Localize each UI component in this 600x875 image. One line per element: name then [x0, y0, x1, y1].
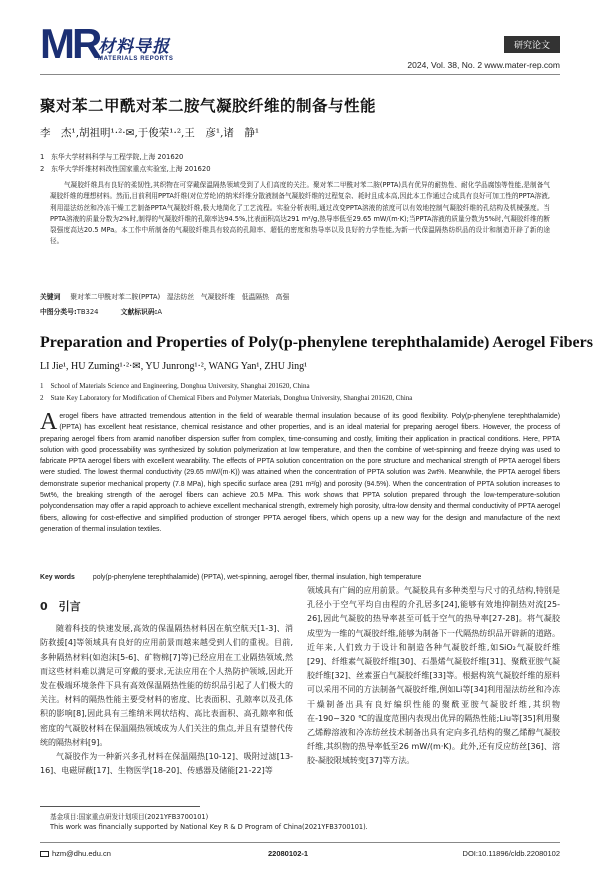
en-affiliation-2: 2 State Key Laboratory for Modification of Chemical Fibers and Polymer Materials, Donghua University, Shanghai 201620, China	[40, 394, 413, 402]
footnote-fund-cn: 基金项目:国家重点研发计划项目(2021YFB3700101)	[50, 813, 209, 821]
footnote-fund-en: This work was financially supported by National Key R & D Program of China(2021YFB3700101).	[50, 823, 368, 831]
section-heading: 0 引言	[40, 600, 81, 613]
en-affiliation-1: 1 School of Materials Science and Engineering, Donghua University, Shanghai 201620, China	[40, 382, 310, 390]
en-title: Preparation and Properties of Poly(p-phenylene terephthalamide) Aerogel Fibers	[40, 334, 593, 351]
mail-icon	[40, 851, 49, 857]
footer-email-text[interactable]: hzm@dhu.edu.cn	[52, 849, 111, 858]
cn-classification	[40, 306, 162, 316]
en-keywords	[40, 574, 421, 581]
cn-doc-value: A	[157, 308, 163, 316]
body-paragraph: 随着科技的快速发展,高效的保温隔热材料因在航空航天[1-3]、消防救援[4]等领域具有良好的应用前景而越来越受到人们的重视。目前,多种隔热材料(如泡沫[5-6]、矿物棉[7]等)已经应用在工业隔热领域,然而这些材料难以满足可穿戴的要求,无法应用在个人热防护领域,因此开发在极端环境条件下具有高效保温隔热性能的纺织品引起了人们极大的关注。材料的隔热性能主要受材料的密度、比表面积、孔隙率以及孔体积的影响[8],因此具有三维纳米网状结构、高比表面积、高孔隙率和低密度的气凝胶材料在保温隔热领域成为人们关注的焦点,并且有望替代传统的隔热材料[9]。	[40, 624, 293, 747]
en-keywords-label: Key words	[40, 574, 75, 581]
cn-class-value: TB324	[76, 308, 99, 316]
cn-keywords	[40, 291, 289, 301]
en-authors: LI Jie¹, HU Zuming¹·²·✉, YU Junrong¹·², WANG Yan¹, ZHU Jing¹	[40, 361, 308, 372]
journal-logo-mark: MR	[40, 20, 100, 67]
cn-class-label: 中图分类号:	[40, 308, 77, 316]
cn-affiliation-1: 1 东华大学材料科学与工程学院,上海 201620	[40, 153, 184, 161]
footnote-divider	[40, 806, 200, 807]
cn-keywords-label: 关键词	[40, 293, 61, 301]
en-keywords-text: poly(p-phenylene terephthalamide) (PPTA), wet-spinning, aerogel fiber, thermal insulation, high temperature	[92, 574, 422, 581]
cn-title: 聚对苯二甲酰对苯二胺气凝胶纤维的制备与性能	[40, 97, 377, 115]
journal-header	[40, 22, 560, 72]
cn-abstract: 气凝胶纤维具有良好的柔韧性,其织物在可穿戴保温隔热领域受到了人们高度的关注。聚对苯二甲酰对苯二胺(PPTA)具有优异的耐热性、耐化学品腐蚀等性能,是制备气凝胶纤维的理想材料。然而,目前利用PPTA纤维(对位芳纶)的纳米纤维分散液制备气凝胶纤维的过程复杂、耗时且成本高,因此本工作通过合成具有良好可加工性的PPTA溶液,利用湿法纺丝和冷冻干燥工艺制备PPTA气凝胶纤维,极大地简化了工艺流程。实验分析表明,通过改变PPTA溶液的浓度可以有效地控制气凝胶纤维的孔结构及机械强度。当PPTA溶液的质量分数为2%时,制得的气凝胶纤维的孔隙率达94.5%,比表面积高达291 m²/g,热导率低至29.65 mW/(m·K);当PPTA溶液的质量分数为5%时,气凝胶纤维的断裂强度高达20.5 MPa。本工作中所制备的气凝胶纤维具有较高的孔隙率、超低的密度和热导率以及良好的力学性能,为新一代保温隔热纺织品的设计和制造开辟了新的途径。	[50, 181, 550, 246]
cn-affiliation-2: 2 东华大学纤维材料改性国家重点实验室,上海 201620	[40, 165, 211, 173]
journal-logo-en: MATERIALS REPORTS	[98, 56, 174, 62]
section-tag: 研究论文	[504, 36, 560, 53]
issue-info: 2024, Vol. 38, No. 2 www.mater-rep.com	[407, 60, 560, 70]
cn-keywords-text: 聚对苯二甲酰对苯二胺(PPTA) 湿法纺丝 气凝胶纤维 低温隔热 高强	[70, 293, 290, 301]
footer-divider	[40, 842, 560, 843]
journal-logo-cn: 材料导报	[98, 37, 170, 57]
en-abstract-dropcap: A	[40, 409, 58, 435]
en-abstract-text: erogel fibers have attracted tremendous attention in the field of wearable thermal insulation because of its good flexibility. Poly(p-phenylene terephthalamide) (PPTA) has excellent heat resistance, chemical resistance and other properties, and is an ideal material for preparing aerogel fibers. However, the process of preparing aerogel fibers from aramid nanofiber dispersion suffer from complex, time-consuming and costly, limiting their application in practical conditions. Here, PPTA solution with good processability was synthesized by solution polymerization at low temperature, and then the combine of wet-spinning and freeze drying was used to fabricate PPTA aerogel fibers with excellent wearability. The effects of PPTA solution concentration on the pore structure and mechanical strength of PPTA aerogel fibers were studied. The lowest thermal conductivity (29.65 mW/(m·K)) was attained when the concentration of PPTA solution was 2wt%. Meanwhile, the PPTA aerogel fibers demonstrate superior mechanical property (7.8 MPa), high specific surface area (291 m²/g) and porosity (94.5%). When the concentration of PPTA solution increases to 5wt%, the breaking strength of the aerogel fibers can achieve 20.5 MPa. This work shows that PPTA solution prepared through the low-temperature-solution polycondensation may offer a rapid approach to achieve excellent mechanical strength, extremely high porosity, ultra-low density and thermal conductivity of PPTA aerogel fibers, allowing for cost-effective and simplified production of stronger PPTA aerogel fibers, which opens up a new way for the design and manufacture of the next generation of thermal insulation textiles.	[40, 413, 560, 533]
footer-page: 22080102-1	[268, 849, 309, 858]
body-column-left	[40, 596, 293, 778]
header-divider	[40, 74, 560, 75]
en-abstract	[40, 411, 560, 535]
footer-email	[40, 849, 111, 858]
body-column-right	[307, 584, 560, 769]
footer-doi[interactable]: DOI:10.11896/cldb.22080102	[462, 849, 560, 858]
body-paragraph: 气凝胶作为一种新兴多孔材料在保温隔热[10-12]、吸附过滤[13-16]、电磁屏蔽[17]、生物医学[18-20]、传感器及储能[21-22]等	[40, 752, 293, 776]
cn-authors: 李 杰¹,胡祖明¹·²·✉,于俊荣¹·²,王 彦¹,诸 静¹	[40, 127, 260, 139]
body-paragraph: 领域具有广阔的应用前景。气凝胶具有多种类型与尺寸的孔结构,特别是孔径小于空气平均自由程的介孔居多[24],能够有效地抑制热对流[25-26],因此气凝胶的热导率甚至可低于空气的热导率[27-28]。将气凝胶成型为一维的气凝胶纤维,能够为制备下一代隔热纺织品开辟新的道路。近年来,人们致力于设计和制造各种气凝胶纤维,如SiO₂气凝胶纤维[29]、纤维素气凝胶纤维[30]、石墨烯气凝胶纤维[31]、聚酰亚胺气凝胶纤维[32]、丝素蛋白气凝胶纤维[33]等。根据构筑气凝胶纤维的原料可以采用不同的方法制备气凝胶纤维,例如Li等[34]利用湿法纺丝和冷冻干燥制备出具有良好编织性能的聚酰亚胺气凝胶纤维,其织物在-190~320 ℃的温度范围内表现出优异的隔热性能;Liu等[35]利用聚乙烯醇溶液和冷冻纺丝技术制备出具有定向多孔结构的聚乙烯醇气凝胶纤维,其织物的热导率低至26 mW/(m·K)。此外,还有反应纺丝[36]、溶胶-凝胶限域转变[37]等方法。	[307, 586, 560, 766]
cn-doc-label: 文献标识码:	[120, 308, 158, 316]
